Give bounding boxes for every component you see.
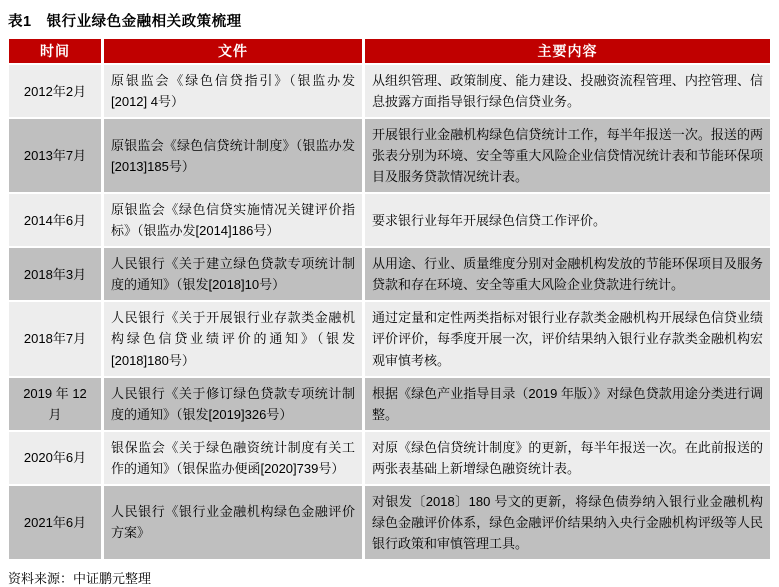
table-body <box>9 65 770 559</box>
column-header-doc: 文件 <box>104 39 362 63</box>
table-title: 表1 银行业绿色金融相关政策梳理 <box>8 14 242 30</box>
cell-content: 对银发〔2018〕180 号文的更新，将绿色债券纳入银行业金融机构绿色金融评价体系，绿色金融评价结果纳入央行金融机构评级等人民银行政策和审慎管理工具。 <box>365 486 770 559</box>
cell-doc: 原银监会《绿色信贷统计制度》（银监办发[2013]185号） <box>104 119 362 192</box>
cell-content: 从组织管理、政策制度、能力建设、投融资流程管理、内控管理、信息披露方面指导银行绿色信贷业务。 <box>365 65 770 117</box>
table-row <box>9 65 770 117</box>
cell-time: 2018年7月 <box>9 302 101 375</box>
cell-time: 2021年6月 <box>9 486 101 559</box>
cell-doc: 原银监会《绿色信贷实施情况关键评价指标》（银监办发[2014]186号） <box>104 194 362 246</box>
cell-doc: 银保监会《关于绿色融资统计制度有关工作的通知》（银保监办便函[2020]739号） <box>104 432 362 484</box>
cell-time: 2014年6月 <box>9 194 101 246</box>
cell-content: 开展银行业金融机构绿色信贷统计工作，每半年报送一次。报送的两张表分别为环境、安全等重大风险企业信贷情况统计表和节能环保项目及服务贷款情况统计表。 <box>365 119 770 192</box>
cell-content: 对原《绿色信贷统计制度》的更新，每半年报送一次。在此前报送的两张表基础上新增绿色融资统计表。 <box>365 432 770 484</box>
cell-doc: 人民银行《关于建立绿色贷款专项统计制度的通知》（银发[2018]10号） <box>104 248 362 300</box>
table-row <box>9 248 770 300</box>
cell-time: 2019 年 12 月 <box>9 378 101 430</box>
cell-doc: 原银监会《绿色信贷指引》（银监办发[2012] 4号） <box>104 65 362 117</box>
cell-doc: 人民银行《关于开展银行业存款类金融机构绿色信贷业绩评价的通知》（银发[2018]180号） <box>104 302 362 375</box>
policy-table <box>6 37 773 561</box>
cell-content: 从用途、行业、质量维度分别对金融机构发放的节能环保项目及服务贷款和存在环境、安全等重大风险企业贷款进行统计。 <box>365 248 770 300</box>
table-row <box>9 486 770 559</box>
cell-time: 2012年2月 <box>9 65 101 117</box>
cell-doc: 人民银行《银行业金融机构绿色金融评价方案》 <box>104 486 362 559</box>
column-header-content: 主要内容 <box>365 39 770 63</box>
cell-time: 2018年3月 <box>9 248 101 300</box>
table-row <box>9 119 770 192</box>
cell-time: 2020年6月 <box>9 432 101 484</box>
table-row <box>9 378 770 430</box>
column-header-time: 时间 <box>9 39 101 63</box>
cell-content: 要求银行业每年开展绿色信贷工作评价。 <box>365 194 770 246</box>
table-row <box>9 302 770 375</box>
cell-time: 2013年7月 <box>9 119 101 192</box>
table-header <box>9 39 770 63</box>
source-note: 资料来源：中证鹏元整理 <box>8 570 152 586</box>
cell-content: 根据《绿色产业指导目录（2019 年版）》对绿色贷款用途分类进行调整。 <box>365 378 770 430</box>
header-row <box>9 39 770 63</box>
table-row <box>9 432 770 484</box>
cell-doc: 人民银行《关于修订绿色贷款专项统计制度的通知》（银发[2019]326号） <box>104 378 362 430</box>
cell-content: 通过定量和定性两类指标对银行业存款类金融机构开展绿色信贷业绩评价评价，每季度开展一次，评价结果纳入银行业存款类金融机构宏观审慎考核。 <box>365 302 770 375</box>
table-row <box>9 194 770 246</box>
